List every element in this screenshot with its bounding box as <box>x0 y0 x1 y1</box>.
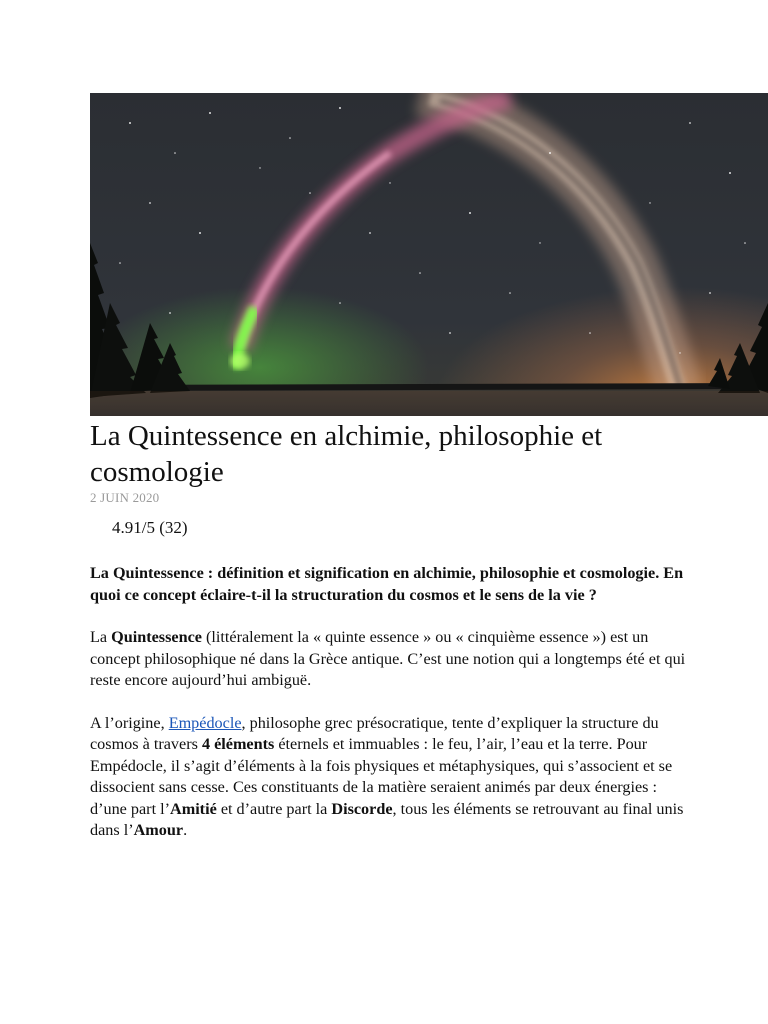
article-intro: La Quintessence : définition et signification en alchimie, philosophie et cosmologie. En quoi ce concept éclaire-t-il la structuration du cosmos et le sens de la vie ? <box>90 564 684 604</box>
text-segment: La <box>90 628 112 646</box>
text-segment: A l’origine, <box>90 713 169 732</box>
text-segment: . <box>183 821 188 839</box>
publish-date: 2 JUIN 2020 <box>90 490 160 505</box>
article-title: La Quintessence en alchimie, philosophie et cosmologie <box>90 420 603 488</box>
bold-term-discorde: Discorde <box>331 799 393 818</box>
article-body <box>90 563 686 863</box>
text-segment: éternels et immuables : le feu, l’air, l’eau et la terre. Pour Empédocle, il s’agit d’éléments à la fois physiques et métaphysiques, qui s’associent et se dissocient sans cesse. Ces constituants de la matière seraient animés par deux énergies : d’une part l’ <box>90 735 673 818</box>
paragraph-empedocle <box>90 713 686 842</box>
text-segment: (littéralement la « quinte essence » ou « cinquième essence ») est un concept philosophique né dans la Grèce antique. C’est une notion qui a longtemps été et qui reste encore aujourd’hui ambiguë. <box>90 628 686 689</box>
hero-image <box>90 93 768 416</box>
empedocle-link[interactable]: Empédocle <box>168 713 242 732</box>
text-segment: , philosophe grec présocratique, tente d’expliquer la structure du cosmos à travers <box>90 713 659 753</box>
night-sky-illustration <box>90 93 768 416</box>
text-segment: et d’autre part la <box>216 799 332 818</box>
bold-term-elements: 4 éléments <box>201 735 275 753</box>
bold-term-amitie: Amitié <box>170 799 217 818</box>
text-segment: , tous les éléments se retrouvant au final unis dans l’ <box>90 799 684 839</box>
paragraph-quintessence <box>90 627 686 692</box>
bold-term-amour: Amour <box>133 821 184 839</box>
rating-summary: 4.91/5 (32) <box>112 518 188 537</box>
bold-term-quintessence: Quintessence <box>111 628 202 646</box>
